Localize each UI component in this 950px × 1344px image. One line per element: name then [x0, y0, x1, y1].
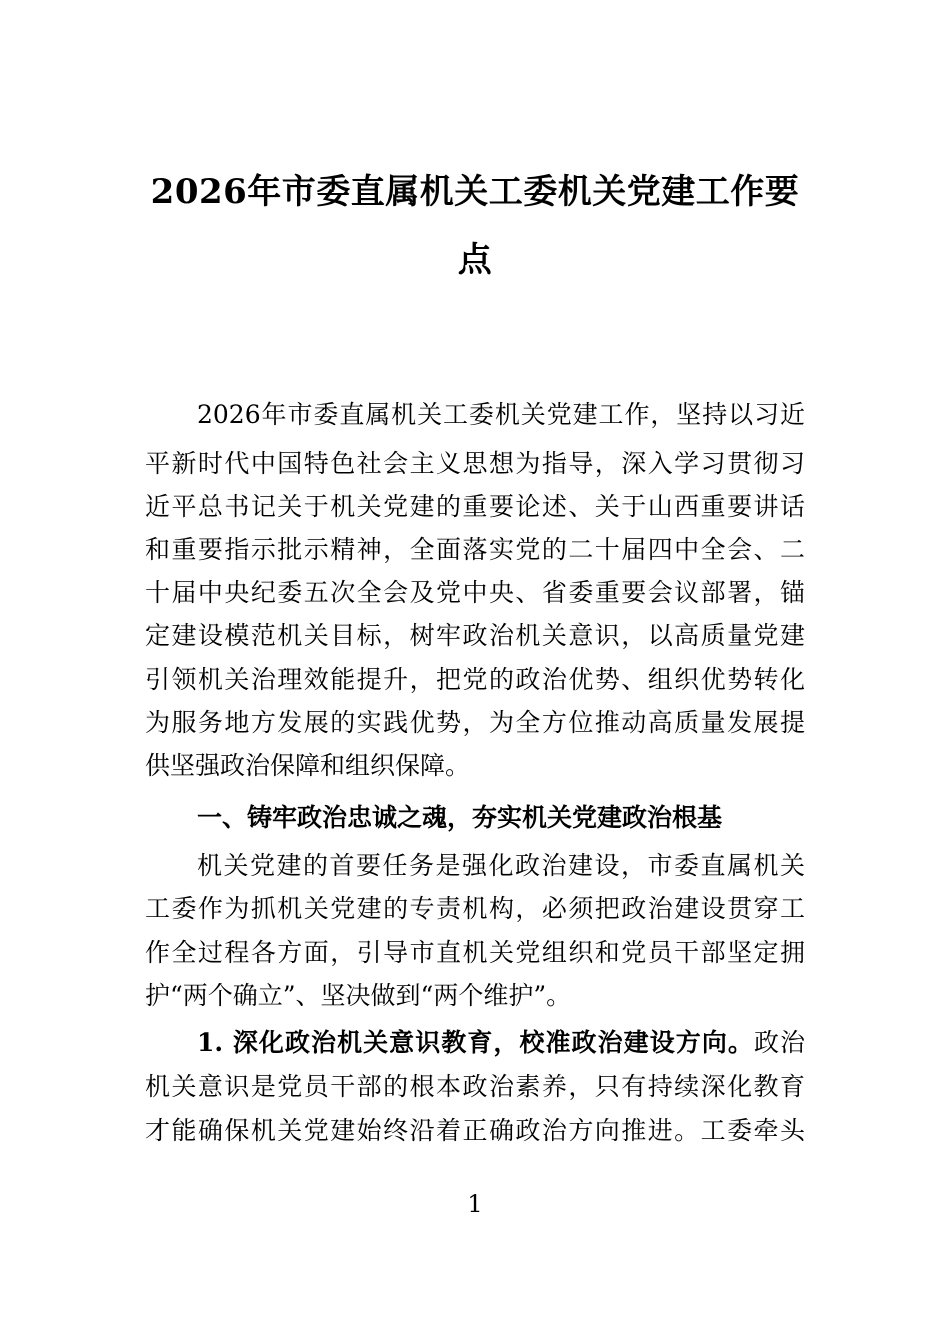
intro-line: 和重要指示批示精神，全面落实党的二十届四中全会、二	[145, 535, 805, 564]
item-text: 政治	[753, 1028, 805, 1057]
section-body-line: 护“两个确立”、坚决做到“两个维护”。	[145, 981, 572, 1010]
document-title-line-2: 点	[457, 240, 493, 280]
item-body-line: 机关意识是党员干部的根本政治素养，只有持续深化教育	[145, 1072, 805, 1101]
item-body-line: 才能确保机关党建始终沿着正确政治方向推进。工委牵头	[145, 1116, 805, 1145]
intro-line: 供坚强政治保障和组织保障。	[145, 751, 471, 780]
page-number: 1	[467, 1190, 483, 1218]
section-heading: 一、铸牢政治忠诚之魂，夯实机关党建政治根基	[197, 803, 723, 832]
section-body-line: 机关党建的首要任务是强化政治建设，市委直属机关	[197, 851, 805, 880]
section-body-line: 作全过程各方面，引导市直机关党组织和党员干部坚定拥	[145, 938, 805, 967]
intro-line: 平新时代中国特色社会主义思想为指导，深入学习贯彻习	[145, 449, 805, 478]
intro-line: 2026年市委直属机关工委机关党建工作，坚持以习近	[197, 400, 805, 429]
intro-line: 十届中央纪委五次全会及党中央、省委重要会议部署，锚	[145, 578, 805, 607]
intro-line: 为服务地方发展的实践优势，为全方位推动高质量发展提	[145, 708, 805, 737]
section-body-line: 工委作为抓机关党建的专责机构，必须把政治建设贯穿工	[145, 894, 805, 923]
item-first-line	[197, 1030, 805, 1056]
document-title-line-1: 2026年市委直属机关工委机关党建工作要	[150, 172, 800, 212]
item-heading: 1. 深化政治机关意识教育，校准政治建设方向。	[197, 1028, 754, 1057]
intro-line: 引领机关治理效能提升，把党的政治优势、组织优势转化	[145, 665, 805, 694]
intro-line: 定建设模范机关目标，树牢政治机关意识，以高质量党建	[145, 621, 805, 650]
intro-line: 近平总书记关于机关党建的重要论述、关于山西重要讲话	[145, 492, 805, 521]
